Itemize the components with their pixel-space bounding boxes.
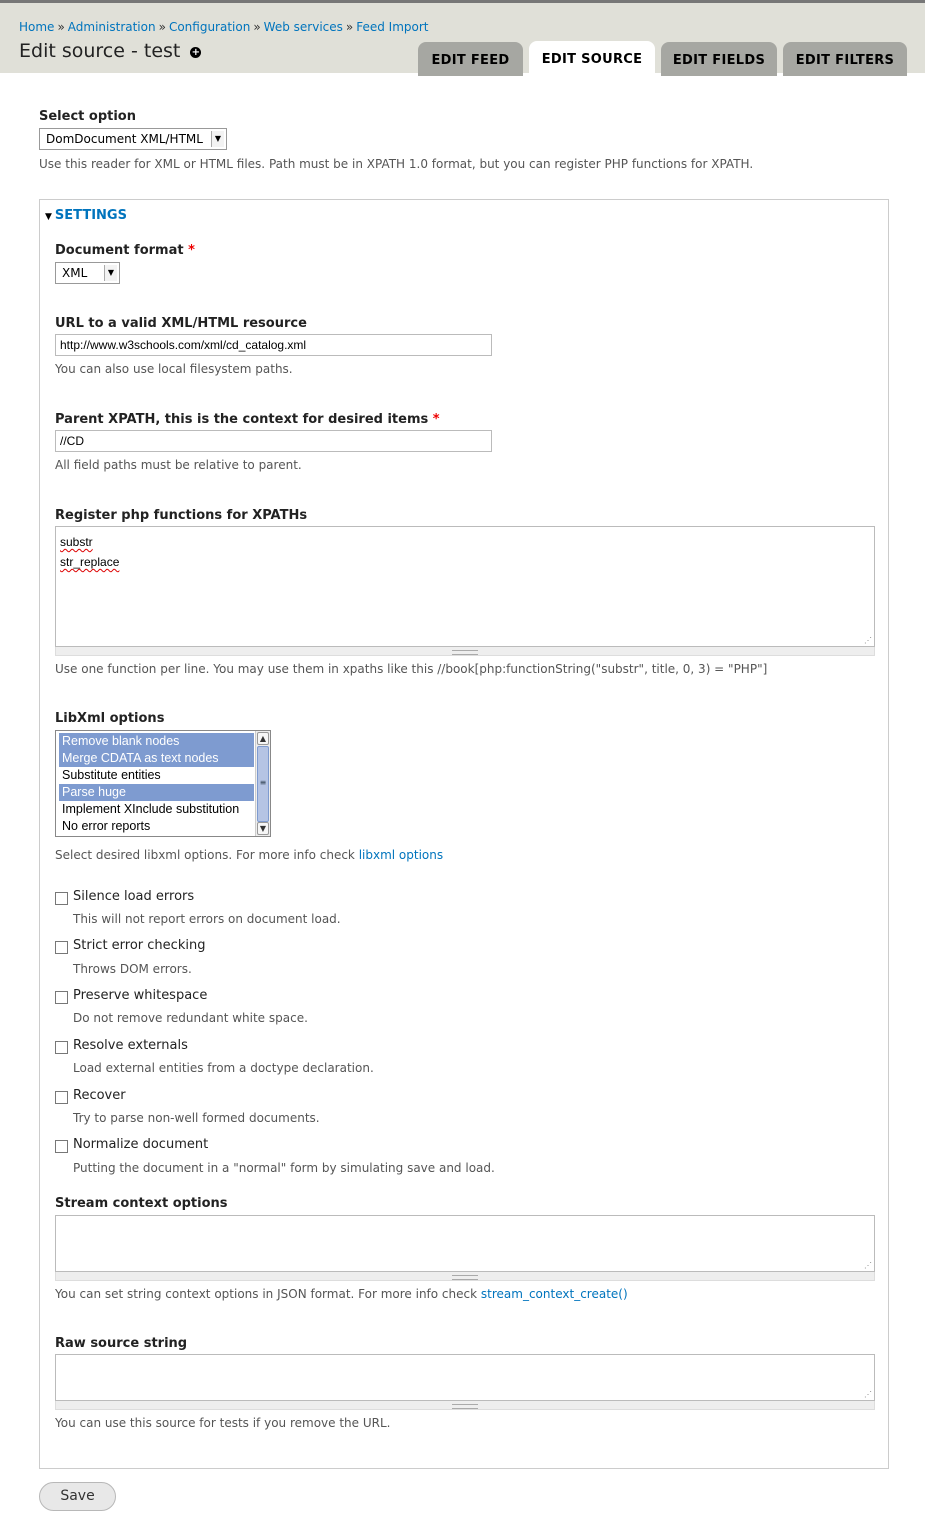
- breadcrumb-separator: »: [57, 20, 65, 34]
- recover-label[interactable]: Recover: [73, 1088, 126, 1103]
- libxml-option[interactable]: Parse huge: [59, 784, 254, 801]
- listbox-scrollbar[interactable]: [255, 731, 270, 836]
- libxml-option[interactable]: Merge CDATA as text nodes: [59, 750, 254, 767]
- libxml-description: [55, 848, 443, 862]
- reader-select-value: DomDocument XML/HTML: [46, 132, 203, 146]
- strict-error-checking-label[interactable]: Strict error checking: [73, 938, 206, 953]
- stream-context-label: Stream context options: [55, 1196, 228, 1211]
- strict-error-checking-description: Throws DOM errors.: [73, 962, 192, 976]
- stream-context-textarea[interactable]: [55, 1215, 875, 1272]
- php-functions-resize-handle[interactable]: [55, 647, 875, 656]
- php-function-line: substr: [60, 535, 93, 549]
- recover-checkbox[interactable]: [55, 1091, 68, 1104]
- libxml-description-text: Select desired libxml options. For more info check: [55, 848, 355, 862]
- reader-select[interactable]: [39, 128, 227, 150]
- save-button[interactable]: Save: [39, 1482, 116, 1511]
- page-title: Edit source - test: [19, 40, 181, 62]
- url-input[interactable]: http://www.w3schools.com/xml/cd_catalog.xml: [55, 334, 492, 356]
- breadcrumb-separator: »: [345, 20, 354, 34]
- url-label: URL to a valid XML/HTML resource: [55, 316, 307, 331]
- url-description: You can also use local filesystem paths.: [55, 362, 293, 376]
- stream-context-description: [55, 1287, 628, 1301]
- php-function-line: str_replace: [60, 555, 120, 569]
- resolve-externals-checkbox[interactable]: [55, 1041, 68, 1054]
- preserve-whitespace-label[interactable]: Preserve whitespace: [73, 988, 208, 1003]
- resize-grip-icon[interactable]: ⋰: [864, 1390, 872, 1399]
- libxml-label: LibXml options: [55, 711, 165, 726]
- breadcrumb-home[interactable]: Home: [19, 20, 55, 34]
- normalize-document-label[interactable]: Normalize document: [73, 1137, 209, 1152]
- breadcrumb-administration[interactable]: Administration: [67, 20, 156, 34]
- breadcrumb-separator: »: [158, 20, 166, 34]
- libxml-option[interactable]: No error reports: [62, 819, 151, 833]
- libxml-option[interactable]: Substitute entities: [62, 768, 161, 782]
- raw-source-label: Raw source string: [55, 1336, 188, 1351]
- resolve-externals-label[interactable]: Resolve externals: [73, 1038, 188, 1053]
- settings-legend[interactable]: [45, 208, 127, 223]
- resize-grip-icon[interactable]: ⋰: [864, 1261, 872, 1270]
- strict-error-checking-checkbox[interactable]: [55, 941, 68, 954]
- parent-xpath-description: All field paths must be relative to parent.: [55, 458, 302, 472]
- scroll-up-icon[interactable]: ▲: [257, 732, 269, 745]
- breadcrumb-feed-import[interactable]: Feed Import: [356, 20, 429, 34]
- resize-grip-icon[interactable]: ⋰: [864, 636, 872, 645]
- document-format-select[interactable]: [55, 262, 120, 284]
- recover-description: Try to parse non-well formed documents.: [73, 1111, 320, 1125]
- silence-load-errors-description: This will not report errors on document load.: [73, 912, 341, 926]
- document-format-label: [55, 243, 195, 258]
- select-option-label: Select option: [39, 109, 136, 124]
- raw-source-description: You can use this source for tests if you remove the URL.: [55, 1416, 391, 1430]
- add-shortcut-icon[interactable]: +: [191, 47, 201, 58]
- chevron-down-icon: ▼: [104, 265, 117, 281]
- chevron-down-icon: ▼: [211, 131, 224, 147]
- select-option-description: Use this reader for XML or HTML files. Path must be in XPATH 1.0 format, but you can register PHP functions for XPATH.: [39, 157, 754, 171]
- tab-edit-filters[interactable]: EDIT FILTERS: [783, 42, 907, 76]
- libxml-options-listbox[interactable]: [55, 730, 271, 837]
- stream-context-description-text: You can set string context options in JSON format. For more info check: [55, 1287, 478, 1301]
- scroll-down-icon[interactable]: ▼: [257, 822, 269, 835]
- document-format-label-text: Document format: [55, 243, 184, 258]
- settings-legend-label: SETTINGS: [54, 208, 127, 223]
- breadcrumb-configuration[interactable]: Configuration: [168, 20, 251, 34]
- page-header: [0, 0, 925, 73]
- required-marker: *: [432, 412, 440, 427]
- php-functions-content: [60, 532, 119, 572]
- preserve-whitespace-checkbox[interactable]: [55, 991, 68, 1004]
- parent-xpath-label: [55, 412, 440, 427]
- required-marker: *: [188, 243, 195, 258]
- raw-source-textarea[interactable]: [55, 1354, 875, 1401]
- breadcrumb: [19, 20, 429, 34]
- tab-edit-fields[interactable]: EDIT FIELDS: [661, 42, 777, 76]
- silence-load-errors-checkbox[interactable]: [55, 892, 68, 905]
- scrollbar-thumb[interactable]: ≡: [257, 746, 269, 822]
- libxml-options-link[interactable]: libxml options: [358, 848, 444, 862]
- page-title-row: [19, 40, 201, 62]
- tab-edit-feed[interactable]: EDIT FEED: [418, 42, 523, 76]
- normalize-document-description: Putting the document in a "normal" form by simulating save and load.: [73, 1161, 495, 1175]
- collapse-triangle-icon: ▼: [45, 212, 52, 222]
- php-functions-description: Use one function per line. You may use them in xpaths like this //book[php:functionString("substr", title, 0, 3) = "PHP"]: [55, 662, 768, 676]
- parent-xpath-input[interactable]: //CD: [55, 430, 492, 452]
- silence-load-errors-label[interactable]: Silence load errors: [73, 889, 195, 904]
- libxml-option[interactable]: Remove blank nodes: [59, 733, 254, 750]
- php-functions-textarea[interactable]: [55, 526, 875, 647]
- normalize-document-checkbox[interactable]: [55, 1140, 68, 1153]
- breadcrumb-separator: »: [253, 20, 261, 34]
- resolve-externals-description: Load external entities from a doctype declaration.: [73, 1061, 374, 1075]
- breadcrumb-web-services[interactable]: Web services: [263, 20, 343, 34]
- php-functions-label: Register php functions for XPATHs: [55, 508, 308, 523]
- preserve-whitespace-description: Do not remove redundant white space.: [73, 1011, 308, 1025]
- stream-context-resize-handle[interactable]: [55, 1272, 875, 1281]
- document-format-value: XML: [62, 266, 88, 280]
- stream-context-create-link[interactable]: stream_context_create(): [480, 1287, 628, 1301]
- raw-source-resize-handle[interactable]: [55, 1401, 875, 1410]
- libxml-option[interactable]: Implement XInclude substitution: [62, 802, 240, 816]
- tab-edit-source[interactable]: EDIT SOURCE: [529, 41, 655, 76]
- parent-xpath-label-text: Parent XPATH, this is the context for desired items: [55, 412, 429, 427]
